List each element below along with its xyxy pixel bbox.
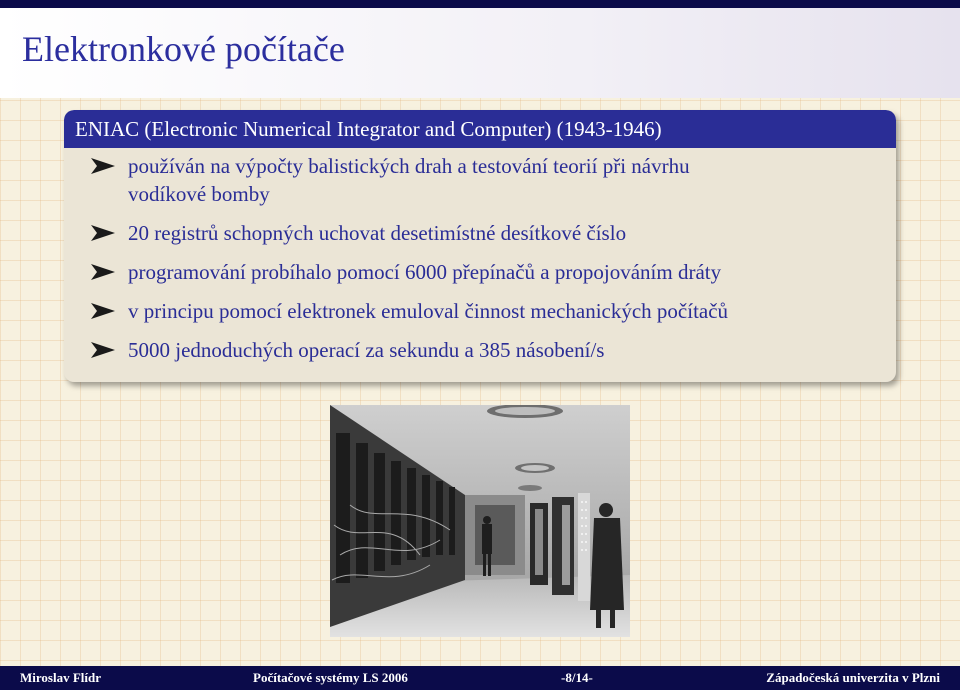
arrowhead-bullet-icon [90,224,116,242]
content-block [64,110,896,382]
item-text: 20 registrů schopných uchovat desetimístné desítkové číslo [128,221,627,245]
item-text: používán na výpočty balistických drah a testování teorií při návrhu [128,154,690,178]
list-item [86,219,880,247]
item-text-continued: vodíkové bomby [128,182,270,206]
eniac-photo [330,405,630,637]
arrowhead-bullet-icon [90,157,116,175]
arrowhead-bullet-icon [90,263,116,281]
arrowhead-bullet-icon [90,341,116,359]
footer-course: Počítačové systémy LS 2006 [253,670,408,685]
item-text: 5000 jednoduchých operací za sekundu a 385 násobení/s [128,338,605,362]
block-heading: ENIAC (Electronic Numerical Integrator and Computer) (1943-1946) [64,110,896,148]
arrowhead-bullet-icon [90,302,116,320]
list-item [86,297,880,325]
block-body [64,148,896,364]
slide-title: Elektronkové počítače [22,29,345,69]
top-bar [0,0,960,8]
eniac-photo-illustration [330,405,630,637]
list-item [86,336,880,364]
footer-author: Miroslav Flídr [20,670,102,685]
item-text: programování probíhalo pomocí 6000 přepínačů a propojováním dráty [128,260,722,284]
bullet-list [86,152,880,364]
item-text: v principu pomocí elektronek emuloval činnost mechanických počítačů [128,299,729,323]
footer-bar [0,666,960,690]
footer-university: Západočeská univerzita v Plzni [766,670,940,685]
footer-page-number: -8/14- [561,670,593,685]
list-item [86,152,880,208]
list-item [86,258,880,286]
